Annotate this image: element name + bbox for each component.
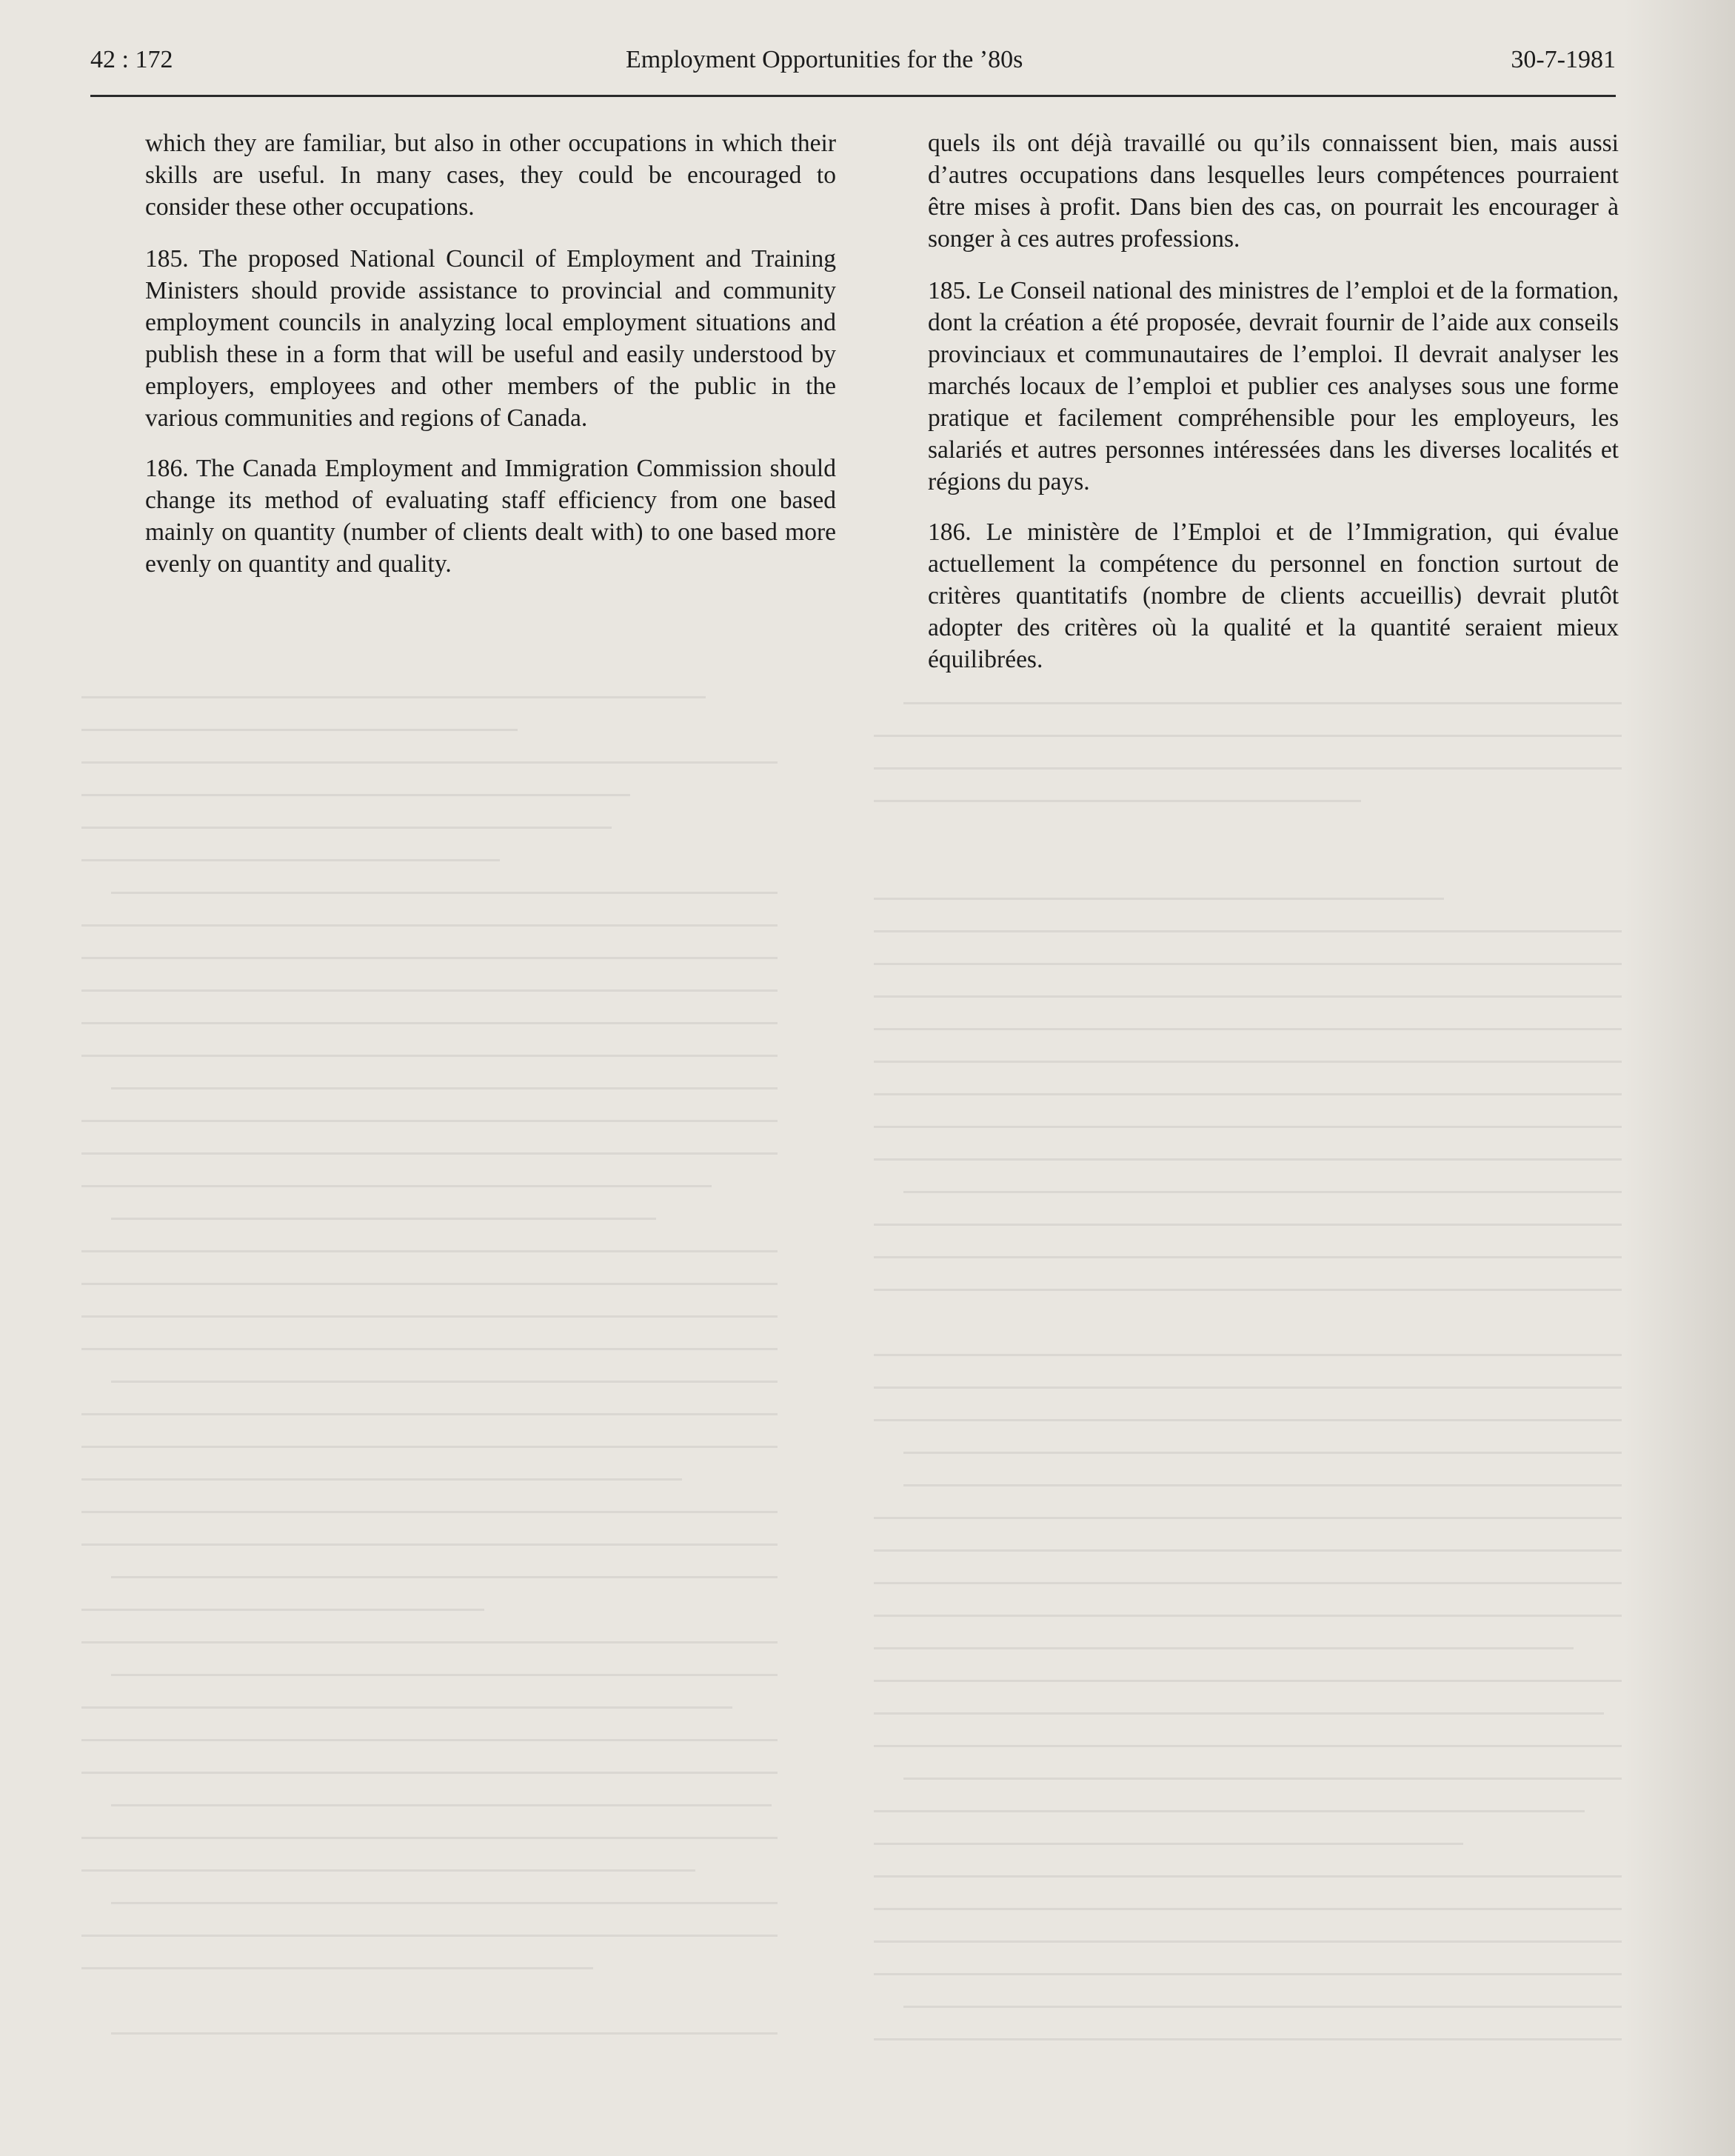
- show-through-line: [903, 1452, 1622, 1454]
- show-through-line: [111, 1804, 772, 1806]
- show-through-line: [874, 735, 1622, 737]
- show-through-line: [81, 1120, 778, 1122]
- show-through-line: [81, 1348, 778, 1350]
- show-through-line: [874, 800, 1361, 802]
- show-through-line: [874, 1354, 1622, 1356]
- header-date: 30-7-1981: [1511, 46, 1616, 73]
- show-through-line: [111, 1902, 778, 1904]
- show-through-line: [874, 1158, 1622, 1161]
- show-through-line: [874, 1582, 1622, 1584]
- show-through-line: [874, 1745, 1622, 1747]
- show-through-line: [874, 1386, 1622, 1389]
- page-header: [90, 46, 1616, 93]
- show-through-line: [874, 1061, 1622, 1063]
- show-through-line: [874, 1224, 1622, 1226]
- show-through-line: [81, 1739, 778, 1741]
- show-through-line: [874, 1680, 1622, 1682]
- show-through-line: [874, 1810, 1585, 1812]
- show-through-line: [874, 930, 1622, 932]
- show-through-line: [111, 1576, 778, 1578]
- header-rule: [90, 95, 1616, 97]
- page-edge-shadow: [1624, 0, 1735, 2156]
- show-through-line: [874, 1647, 1574, 1649]
- show-through-line: [874, 1549, 1622, 1552]
- show-through-line: [874, 1419, 1622, 1421]
- show-through-line: [111, 892, 778, 894]
- show-through-line: [81, 1543, 778, 1546]
- show-through-line: [111, 2032, 778, 2035]
- show-through-line: [81, 1609, 484, 1611]
- show-through-line: [874, 1517, 1622, 1519]
- page-number: 42 : 172: [90, 46, 173, 73]
- show-through-line: [81, 729, 518, 731]
- show-through-line: [874, 898, 1444, 900]
- show-through-line: [81, 1413, 778, 1415]
- show-through-line: [874, 963, 1622, 965]
- show-through-line: [874, 1093, 1622, 1095]
- show-through-line: [903, 2006, 1622, 2008]
- show-through-line: [874, 2038, 1622, 2040]
- show-through-line: [81, 1283, 778, 1285]
- show-through-line: [903, 1191, 1622, 1193]
- show-through-line: [81, 696, 706, 698]
- show-through-line: [111, 1381, 778, 1383]
- show-through-line: [81, 989, 778, 992]
- english-column: [145, 127, 836, 598]
- show-through-line: [81, 1022, 778, 1024]
- show-through-line: [81, 1152, 778, 1155]
- show-through-line: [874, 1028, 1622, 1030]
- show-through-line: [903, 1778, 1622, 1780]
- show-through-line: [81, 827, 612, 829]
- show-through-line: [874, 1289, 1622, 1291]
- show-through-texture: [81, 696, 1637, 2103]
- show-through-line: [81, 1185, 712, 1187]
- show-through-line: [874, 1256, 1622, 1258]
- show-through-line: [81, 1706, 732, 1709]
- show-through-line: [874, 1940, 1622, 1943]
- show-through-line: [874, 1615, 1622, 1617]
- show-through-line: [874, 995, 1622, 998]
- show-through-line: [81, 1935, 778, 1937]
- show-through-line: [874, 1843, 1463, 1845]
- english-paragraph-185: 185. The proposed National Council of Employment and Training Ministers should provide assistance to provincial and community employment councils in analyzing local employment situations and publish these in a form that will be useful and easily understood by employers, employees and other members of the public in the various communities and regions of Canada.: [145, 245, 836, 432]
- show-through-line: [81, 794, 630, 796]
- show-through-line: [81, 1478, 682, 1481]
- show-through-line: [81, 1837, 778, 1839]
- show-through-line: [874, 1875, 1622, 1878]
- show-through-line: [874, 1908, 1622, 1910]
- show-through-line: [903, 702, 1622, 704]
- running-title: Employment Opportunities for the ’80s: [626, 46, 1023, 73]
- show-through-line: [81, 1967, 593, 1969]
- french-paragraph-185: 185. Le Conseil national des ministres de l’emploi et de la formation, dont la création a été proposée, devrait fournir de l’aide aux conseils provinciaux et communautaires de l’emploi. Il devrait analyser les marchés locaux de l’emploi et publier ces analyses sous une forme pratique et facilement compréhensible pour les employeurs, les salariés et autres personnes intéressées dans les diverses localités et régions du pays.: [928, 277, 1619, 495]
- french-column: [928, 127, 1619, 694]
- english-paragraph-186: 186. The Canada Employment and Immigration Commission should change its method of evaluating staff efficiency from one based mainly on quantity (number of clients dealt with) to one based more evenly on quantity and quality.: [145, 455, 836, 578]
- show-through-line: [111, 1674, 778, 1676]
- french-paragraph-continued: quels ils ont déjà travaillé ou qu’ils connaissent bien, mais aussi d’autres occupations dans lesquelles leurs compétences pourraient être mises à profit. Dans bien des cas, on pourrait les encourager à songer à ces autres professions.: [928, 130, 1619, 253]
- show-through-line: [874, 1126, 1622, 1128]
- show-through-line: [81, 1641, 778, 1643]
- show-through-line: [81, 957, 778, 959]
- show-through-line: [81, 859, 500, 861]
- english-paragraph-continued: which they are familiar, but also in other occupations in which their skills are useful. In many cases, they could be encouraged to consider these other occupations.: [145, 130, 836, 221]
- show-through-line: [81, 1772, 778, 1774]
- show-through-line: [874, 767, 1622, 770]
- show-through-line: [111, 1087, 778, 1089]
- show-through-line: [903, 1484, 1622, 1486]
- show-through-line: [81, 924, 778, 927]
- show-through-line: [111, 1218, 656, 1220]
- show-through-line: [874, 1973, 1622, 1975]
- show-through-line: [81, 1055, 778, 1057]
- show-through-line: [81, 1446, 778, 1448]
- show-through-line: [81, 1511, 778, 1513]
- french-paragraph-186: 186. Le ministère de l’Emploi et de l’Immigration, qui évalue actuellement la compétence du personnel en fonction surtout de critères quantitatifs (nombre de clients accueillis) devrait plutôt adopter des critères où la qualité et la quantité seraient mieux équilibrées.: [928, 518, 1619, 673]
- show-through-line: [81, 1869, 695, 1872]
- show-through-line: [874, 1712, 1604, 1715]
- show-through-line: [81, 1250, 778, 1252]
- show-through-line: [81, 1315, 778, 1318]
- show-through-line: [81, 761, 778, 764]
